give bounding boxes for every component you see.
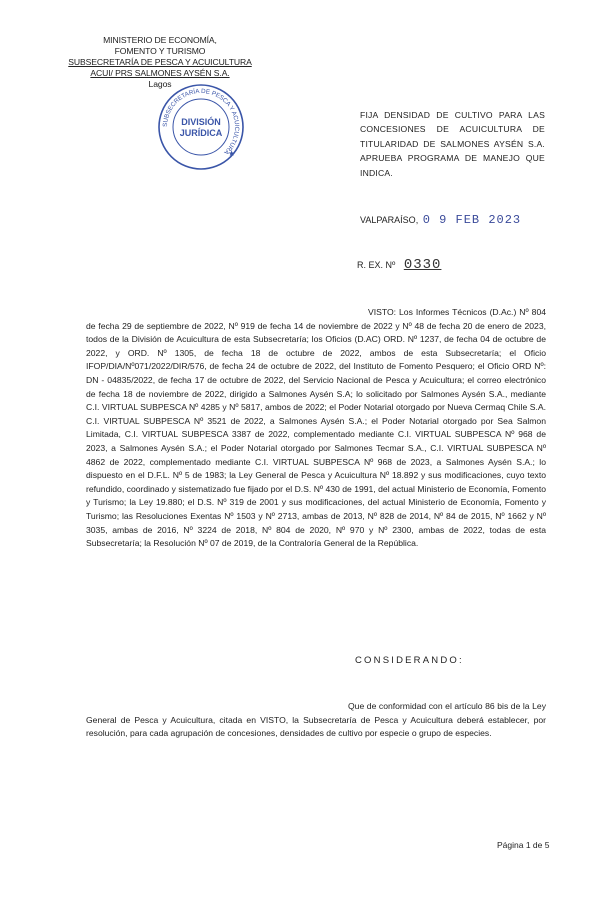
page-number: Página 1 de 5 (497, 840, 550, 850)
seal-line-juridica: JURÍDICA (179, 128, 223, 138)
visto-paragraph: VISTO: Los Informes Técnicos (D.Ac.) Nº 804 de fecha 29 de septiembre de 2022, Nº 919 de fecha 14 de noviembre de 2022 y Nº 48 de fecha 20 de enero de 2023, todos de la División de Acuicultura de esta Subsecretaría; los Oficios (D.AC) ORD. Nº 1237, de fecha 04 de octubre de 2022, y ORD. Nº 1305, de fecha 18 de octubre de 2022, ambos de esta Subsecretaría; el Oficio IFOP/DIA/Nº071/2022/DIR/576, de fecha 24 de octubre de 2022, del Instituto de Fomento Pesquero; el Oficio ORD Nº: DN - 04835/2022, de fecha 17 de octubre de 2022, del Servicio Nacional de Pesca y Acuicultura; el correo electrónico de fecha 18 de noviembre de 2022, dirigido a Salmones Aysén S.A; lo solicitado por Salmones Aysén S.A., mediante C.I. VIRTUAL SUBPESCA Nº 4285 y Nº 5817, ambos de 2022; el Poder Notarial otorgado por Nueva Cermaq Chile S.A. C.I. VIRTUAL SUBPESCA Nº 3521 de 2022, a Salmones Aysén S.A.; el Poder Notarial otorgado por Sea Salmon Limitada, C.I. VIRTUAL SUBPESCA 3387 de 2022, complementado mediante C.I. VIRTUAL SUBPESCA Nº 968 de 2023, a Salmones Aysén S.A.; el Poder Notarial otorgado por Salmones Tecmar S.A., C.I. VIRTUAL SUBPESCA Nº 4862 de 2022, complementado mediante C.I. VIRTUAL SUBPESCA Nº 968 de 2023, a Salmones Aysén S.A.; lo dispuesto en el D.F.L. Nº 5 de 1983; la Ley General de Pesca y Acuicultura Nº 18.892 y sus modificaciones, cuyo texto refundido, coordinado y sistematizado fue fijado por el D.S. Nº 430 de 1991, del actual Ministerio de Economía, Fomento y Turismo; la Ley 19.880; el D.S. Nº 319 de 2001 y sus modificaciones, del actual Ministerio de Economía, Fomento y Turismo; las Resoluciones Exentas Nº 1503 y Nº 2713, ambas de 2013, Nº 828 de 2014, Nº 84 de 2015, Nº 1662 y Nº 3035, ambas de 2016, Nº 3224 de 2018, Nº 804 de 2020, Nº 970 y Nº 2300, ambas de 2022, todas de esta Subsecretaría; la Resolución Nº 07 de 2019, de la Contraloría General de la República. (86, 307, 546, 549)
resolution-number: 0330 (403, 257, 442, 273)
date-line (360, 213, 521, 227)
considerando-heading: CONSIDERANDO: (355, 655, 464, 666)
seal-star-icon: ★ (228, 149, 236, 158)
date-stamp: 0 9 FEB 2023 (422, 213, 522, 227)
letterhead-reference: ACUI/ PRS SALMONES AYSÉN S.A. (90, 68, 230, 78)
letterhead-ministry: MINISTERIO DE ECONOMÍA, (103, 35, 217, 45)
seal-line-division: DIVISIÓN (181, 117, 221, 127)
division-juridica-seal (157, 83, 245, 171)
resolution-number-line (357, 257, 441, 273)
resolution-number-label: R. EX. Nº (357, 260, 396, 270)
seal-ring-text: SUBSECRETARÍA DE PESCA Y ACUICULTURA (161, 87, 241, 156)
letterhead (60, 35, 260, 90)
letterhead-subsecretaria: SUBSECRETARÍA DE PESCA Y ACUICULTURA (68, 57, 252, 67)
letterhead-lagos: Lagos (148, 79, 172, 89)
resolution-subject: FIJA DENSIDAD DE CULTIVO PARA LAS CONCESIONES DE ACUICULTURA DE TITULARIDAD DE SALMONES AYSÉN S.A. APRUEBA PROGRAMA DE MANEJO QUE INDICA. (360, 110, 545, 178)
letterhead-ministry-cont: FOMENTO Y TURISMO (114, 46, 206, 56)
date-place: VALPARAÍSO, (360, 215, 419, 225)
considerando-paragraph: Que de conformidad con el artículo 86 bis de la Ley General de Pesca y Acuicultura, citada en VISTO, la Subsecretaría de Pesca y Acuicultura deberá establecer, por resolución, para cada agrupación de concesiones, densidades de cultivo por especie o grupo de especies. (86, 701, 546, 739)
seal-inner-ring (173, 99, 229, 155)
